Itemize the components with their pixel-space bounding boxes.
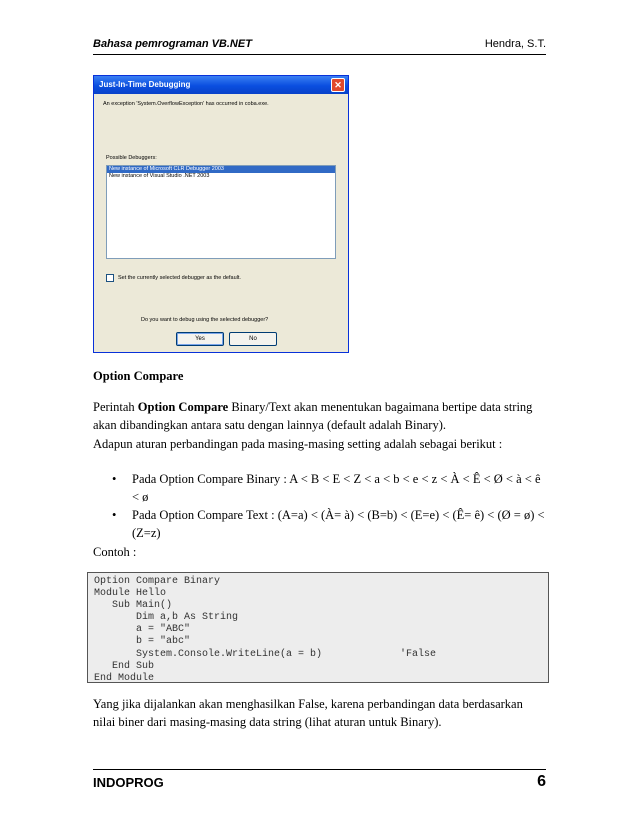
rules-list xyxy=(112,470,548,542)
section-heading: Option Compare xyxy=(93,369,184,383)
debugger-list-item: New instance of Visual Studio .NET 2003 xyxy=(109,173,210,179)
bullet-icon: • xyxy=(112,508,117,522)
no-button: No xyxy=(229,332,277,346)
para1-body: Binary/Text akan menentukan bagaimana bertipe data string akan dibandingkan antara satu dengan lainnya (default adalah Binary). xyxy=(93,400,533,432)
para1-bold-term: Option Compare xyxy=(137,400,229,414)
paragraph-conclusion: Yang jika dijalankan akan menghasilkan False, karena perbandingan data berdasarkan nilai biner dari masing-masing data string (lihat aturan untuk Binary). xyxy=(93,697,523,729)
page-footer xyxy=(93,769,546,794)
rule-binary: Pada Option Compare Binary : A < B < E < Z < a < b < e < z < À < Ê < Ø < à < ê < ø xyxy=(132,472,541,504)
paragraph-option-compare xyxy=(93,398,548,434)
header-author: Hendra, S.T. xyxy=(484,38,546,50)
yes-button: Yes xyxy=(176,332,224,346)
footer-brand: INDOPROG xyxy=(93,775,164,790)
para1-prefix: Perintah xyxy=(93,400,138,414)
debugger-list-item: New instance of Microsoft CLR Debugger 2003 xyxy=(107,166,335,173)
debuggers-list xyxy=(106,165,336,259)
page-header xyxy=(93,36,546,55)
debuggers-group-label: Possible Debuggers: xyxy=(106,155,157,161)
default-debugger-checkbox-label: Set the currently selected debugger as the default. xyxy=(118,275,241,281)
dialog-exception-message: An exception 'System.OverflowException' has occurred in coba.exe. xyxy=(103,101,269,107)
page-number: 6 xyxy=(537,773,546,790)
dialog-title-bar xyxy=(94,76,348,94)
rule-text: Pada Option Compare Text : (A=a) < (À= à) < (B=b) < (E=e) < (Ê= ê) < (Ø = ø) < (Z=z) xyxy=(132,508,545,540)
bullet-icon: • xyxy=(112,472,117,486)
jit-debugging-dialog-screenshot xyxy=(93,75,349,353)
list-item xyxy=(112,506,548,542)
dialog-title: Just-In-Time Debugging xyxy=(99,80,191,89)
header-book-title: Bahasa pemrograman VB.NET xyxy=(93,38,252,50)
dialog-question: Do you want to debug using the selected debugger? xyxy=(141,317,269,323)
example-label: Contoh : xyxy=(93,545,137,559)
code-block: Option Compare Binary Module Hello Sub Main() Dim a,b As String a = "ABC" b = "abc" System.Console.WriteLine(a = b) 'False End Sub End Module xyxy=(87,572,549,683)
default-debugger-checkbox-row xyxy=(106,274,241,282)
paragraph-rules-intro: Adapun aturan perbandingan pada masing-masing setting adalah sebagai berikut : xyxy=(93,437,503,451)
checkbox-icon xyxy=(106,274,114,282)
list-item xyxy=(112,470,548,506)
close-icon: ✕ xyxy=(331,78,345,92)
